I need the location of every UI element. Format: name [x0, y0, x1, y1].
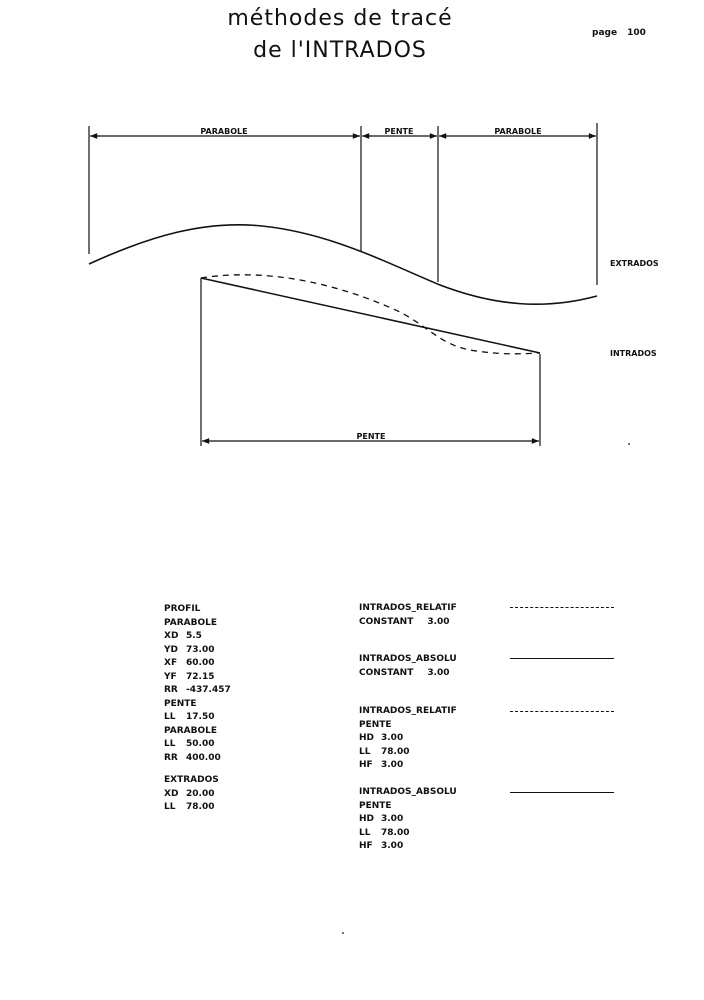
extrados-label: EXTRADOS — [610, 259, 659, 268]
parabole1-title: PARABOLE — [164, 617, 218, 628]
param-row: HD 3.00 — [359, 733, 404, 743]
extrados-title: EXTRADOS — [164, 775, 219, 785]
dim-label-bottom-pente: PENTE — [356, 432, 386, 441]
method-title: INTRADOS_RELATIF — [359, 706, 457, 716]
param-row: LL 50.00 — [164, 739, 215, 749]
legend-solid-line-1 — [510, 658, 614, 659]
page-number: 100 — [627, 28, 646, 38]
legend-solid-line-2 — [510, 792, 614, 793]
param-row: LL 78.00 — [359, 827, 410, 838]
method-block-4 — [359, 786, 457, 854]
param-row: XD 5.5 — [164, 631, 202, 641]
param-row: XF 60.00 — [164, 658, 215, 668]
param-row: LL 17.50 — [164, 712, 215, 722]
scan-speck — [628, 443, 630, 445]
method-sub: PENTE — [359, 800, 392, 811]
method-block-3 — [359, 705, 457, 773]
legend-dashed-line-1 — [510, 607, 614, 608]
param-row: XD 20.00 — [164, 788, 215, 799]
param-row: HF 3.00 — [359, 760, 404, 770]
method-sub: PENTE — [359, 719, 392, 730]
param-row: RR -437.457 — [164, 685, 231, 695]
dim-label-parabole-1: PARABOLE — [200, 127, 248, 136]
param-row: HF 3.00 — [359, 841, 404, 851]
intrados-label: INTRADOS — [610, 349, 657, 358]
method-title: INTRADOS_ABSOLU — [359, 787, 457, 797]
param-row: LL 78.00 — [359, 746, 410, 757]
method-block-2 — [359, 653, 457, 680]
pente-title: PENTE — [164, 698, 197, 709]
param-row: LL 78.00 — [164, 802, 215, 812]
method-sub: CONSTANT 3.00 — [359, 667, 450, 678]
legend-dashed-line-2 — [510, 711, 614, 712]
profil-title: PROFIL — [164, 604, 201, 614]
method-title: INTRADOS_ABSOLU — [359, 654, 457, 664]
intrados-solid-line — [201, 278, 540, 353]
page-label: page — [592, 28, 618, 38]
dim-label-pente: PENTE — [384, 127, 414, 136]
title-line-2: de l'INTRADOS — [253, 38, 427, 63]
param-row: YD 73.00 — [164, 644, 215, 655]
param-row: RR 400.00 — [164, 752, 221, 763]
scan-speck — [342, 932, 344, 934]
dim-label-parabole-2: PARABOLE — [494, 127, 542, 136]
method-block-1 — [359, 602, 457, 629]
param-row: YF 72.15 — [164, 671, 215, 682]
extrados-curve — [89, 225, 597, 304]
method-title: INTRADOS_RELATIF — [359, 603, 457, 613]
parabole2-title: PARABOLE — [164, 725, 218, 736]
method-sub: CONSTANT 3.00 — [359, 616, 450, 627]
param-row: HD 3.00 — [359, 814, 404, 824]
profil-block — [164, 603, 231, 815]
title-line-1: méthodes de tracé — [227, 6, 453, 31]
